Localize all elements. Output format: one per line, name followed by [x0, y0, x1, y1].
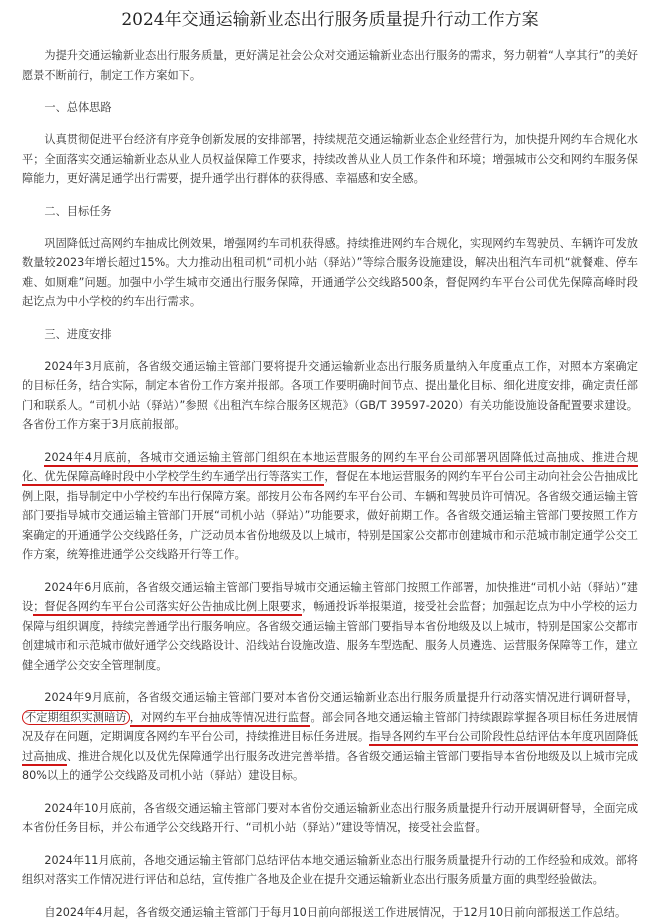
- schedule-november-paragraph: 2024年11月底前，各地交通运输主管部门总结评估本地交通运输新业态出行服务质量提升行动的工作经验和成效。部将组织对落实工作情况进行评估和总结，宣传推广各地及企业在提升交通运输新业态出行服务质量方面的典型经验做法。: [22, 851, 638, 890]
- highlight-september-supervision: ，对网约车平台抽成等情况进行监督: [130, 711, 311, 727]
- sep-text-start: 2024年9月底前，各省级交通运输主管部门要对本省份交通运输新业态出行服务质量提升行动落实情况进行调研督导，: [44, 691, 638, 704]
- sep-text-end: 、推进合规化以及优先保障通学出行服务改进完善举措。各省级交通运输主管部门要指导本省份地级及以上城市完成80%以上的通学公交线路及司机小站（驿站）建设目标。: [22, 750, 638, 783]
- june-text-end: ，畅通投诉举报渠道，接受社会监督；加强起讫点为中小学校的运力保障与组织调度，持续完善通学出行服务响应。各省级交通运输主管部门要指导本省份地级及以上城市，特别是国家公交都市创建城市和示范城市做好通学公交线路设计、沿线站台设施改造、服务车型选配、服务人员遴选、运营服务保障等工作，建立健全通学公交安全管理制度。: [22, 600, 638, 672]
- section-heading-goals: 二、目标任务: [22, 202, 638, 221]
- intro-paragraph: 为提升交通运输新业态出行服务质量，更好满足社会公众对交通运输新业态出行服务的需求，努力朝着“人享其行”的美好愿景不断前行，制定工作方案如下。: [22, 46, 638, 85]
- schedule-june-paragraph: [22, 578, 638, 676]
- june-text-start: 2024年6月底前，各省级交通运输主管部门要指导城市交通运输主管部门按照工作部署，加快推进“司机小站（驿站）”建设: [22, 581, 638, 614]
- schedule-october-paragraph: 2024年10月底前，各省级交通运输主管部门要对本省份交通运输新业态出行服务质量提升行动开展调研督导，全面完成本省份任务目标，并公布通学公交线路开行、“司机小站（驿站）”建设等情况，接受社会监督。: [22, 799, 638, 838]
- schedule-march-paragraph: 2024年3月底前，各省级交通运输主管部门要将提升交通运输新业态出行服务质量纳入年度重点工作，对照本方案确定的目标任务，结合实际，制定本省份工作方案并报部。各项工作要明确时间节点、提出量化目标、细化进度安排，确定责任部门和联系人。“司机小站（驿站）”参照《出租汽车综合服务区规范》（GB/T 39597-2020）有关功能设施设备配置要求建设。各省份工作方案于3月底前报部。: [22, 357, 638, 435]
- highlight-september-evaluation: 指导各网约车平台公司阶段性总结评估本年度巩固降低过高抽成: [22, 730, 638, 766]
- section-heading-overall: 一、总体思路: [22, 98, 638, 117]
- schedule-september-paragraph: [22, 688, 638, 786]
- section-heading-schedule: 三、进度安排: [22, 325, 638, 344]
- april-text: ，督促在本地运营服务的网约车平台公司主动向社会公告抽成比例上限，指导制定中小学校约车出行保障方案。部按月公布各网约车平台公司、车辆和驾驶员许可情况。各省级交通运输主管部门要指导城市交通运输主管部门开展“司机小站（驿站）”功能要求，做好前期工作。各省级交通运输主管部门要按照工作方案确定的开通通学公交线路任务，广泛动员本省份地级及以上城市，特别是国家公交都市创建城市和示范城市制定通学公交工作方案，统筹推进通学公交线路开行等工作。: [22, 470, 638, 561]
- highlight-april: 2024年4月底前，各城市交通运输主管部门组织在本地运营服务的网约车平台公司部署巩固降低过高抽成、推进合规化、优先保障高峰时段中小学校学生约车通学出行等落实工作: [22, 451, 638, 487]
- reporting-paragraph: 自2024年4月起，各省级交通运输主管部门于每月10日前向部报送工作进展情况，于12月10日前向部报送工作总结。: [22, 903, 638, 922]
- circled-inspection: 不定期组织实测暗访: [22, 710, 130, 725]
- overall-paragraph: 认真贯彻促进平台经济有序竞争创新发展的安排部署，持续规范交通运输新业态企业经营行为，加快提升网约车合规化水平；全面落实交通运输新业态从业人员权益保障工作要求，持续改善从业人员工作条件和环境；增强城市公交和网约车服务保障能力，更好满足通学出行需要，提升通学出行群体的获得感、幸福感和安全感。: [22, 130, 638, 189]
- goals-paragraph: 巩固降低过高网约车抽成比例效果，增强网约车司机获得感。持续推进网约车合规化，实现网约车驾驶员、车辆许可发放数量较2023年增长超过15%。大力推动出租司机“司机小站（驿站）”等综合服务设施建设，解决出租汽车司机“就餐难、停车难、如厕难”问题。加强中小学生城市交通出行服务保障，开通通学公交线路500条，督促网约车平台公司优先保障高峰时段起讫点为中小学校的约车出行需求。: [22, 234, 638, 312]
- schedule-april-paragraph: [22, 448, 638, 565]
- sep-text-middle: 。部会同各地交通运输主管部门持续跟踪掌握各项目标任务进展情况及存在问题，定期调度各网约车平台公司，持续推进目标任务进展。: [22, 711, 638, 744]
- document-title: 2024年交通运输新业态出行服务质量提升行动工作方案: [22, 8, 638, 32]
- highlight-june: ；督促各网约车平台公司落实好公告抽成比例上限要求: [33, 600, 302, 616]
